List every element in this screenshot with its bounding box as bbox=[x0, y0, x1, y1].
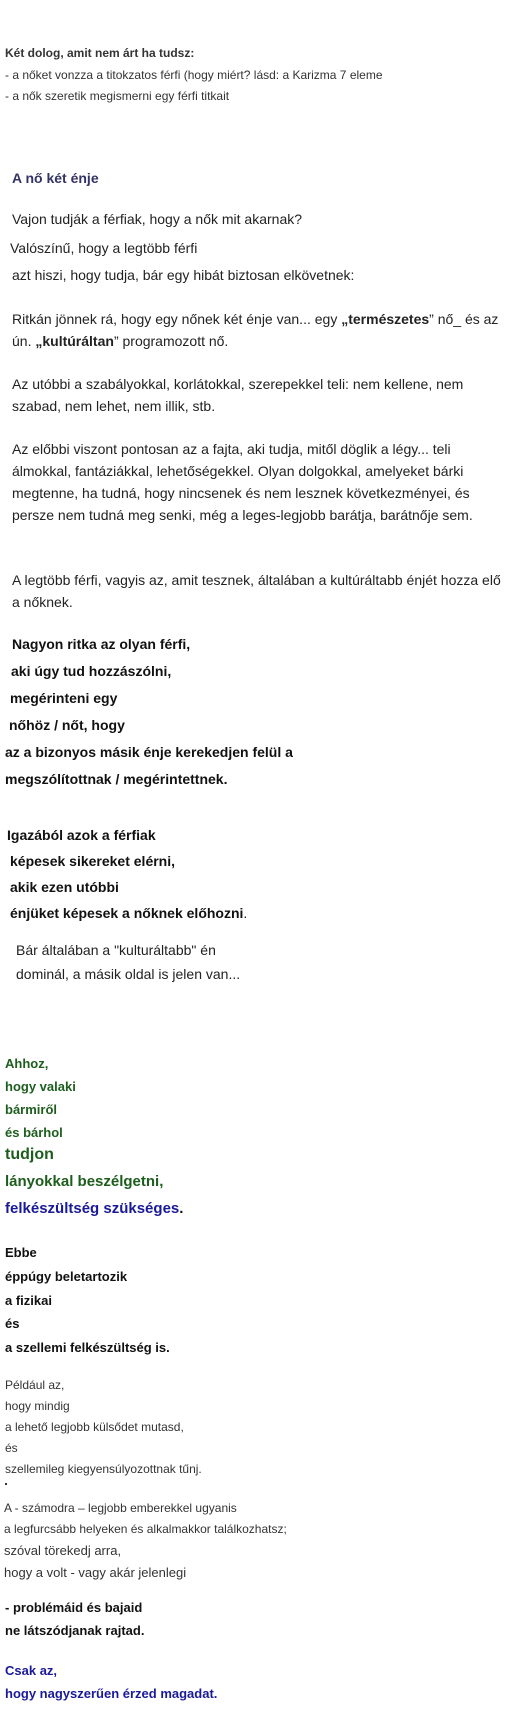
bold-line: megérinteni egy bbox=[10, 690, 118, 706]
bold-line: ne látszódjanak rajtad. bbox=[5, 1623, 145, 1638]
bold-line: - problémáid és bajaid bbox=[5, 1600, 143, 1615]
bold-line: az a bizonyos másik énje kerekedjen felül a bbox=[5, 744, 293, 760]
emphasis-text: „kultúráltan bbox=[35, 333, 114, 349]
paragraph-line: A - számodra – legjobb emberekkel ugyanis bbox=[4, 1501, 237, 1515]
paragraph-line: persze nem tudná meg senki, még a leges-legjobb barátja, barátnője sem. bbox=[12, 507, 473, 523]
text-run: ún. bbox=[12, 333, 36, 349]
bold-line: és bbox=[5, 1316, 20, 1331]
bold-line: akik ezen utóbbi bbox=[10, 879, 119, 895]
paragraph-line: a legfurcsább helyeken és alkalmakkor találkozhatsz; bbox=[4, 1522, 287, 1536]
bold-line: Nagyon ritka az olyan férfi, bbox=[12, 636, 191, 652]
text-run: ” programozott nő. bbox=[113, 333, 229, 349]
paragraph-line: Vajon tudják a férfiak, hogy a nők mit akarnak? bbox=[12, 211, 303, 227]
bold-line: megszólítottnak / megérintettnek. bbox=[5, 771, 228, 787]
bold-line: a fizikai bbox=[5, 1293, 52, 1308]
green-line: hogy valaki bbox=[5, 1079, 76, 1094]
text-run: felkészültség szükséges bbox=[5, 1200, 180, 1217]
bold-line: aki úgy tud hozzászólni, bbox=[11, 663, 172, 679]
green-line: és bárhol bbox=[5, 1125, 63, 1140]
green-line: Ahhoz, bbox=[5, 1056, 49, 1071]
emphasis-text: énjüket képesek a nőknek előhozni bbox=[10, 905, 244, 921]
green-line: tudjon bbox=[5, 1146, 54, 1163]
paragraph-line: hogy a volt - vagy akár jelenlegi bbox=[4, 1565, 187, 1580]
intro-item: - a nők szeretik megismerni egy férfi titkait bbox=[5, 89, 230, 103]
green-line: lányokkal beszélgetni, bbox=[5, 1173, 164, 1190]
paragraph-line bbox=[12, 311, 498, 327]
blue-line: hogy nagyszerűen érzed magadat. bbox=[5, 1686, 218, 1701]
intro-item: - a nőket vonzza a titokzatos férfi (hogy miért? lásd: a Karizma 7 eleme bbox=[5, 68, 383, 82]
paragraph-line bbox=[12, 333, 228, 349]
bold-line: a szellemi felkészültség is. bbox=[5, 1340, 170, 1355]
bold-line: Igazából azok a férfiak bbox=[7, 827, 156, 843]
bold-line: nőhöz / nőt, hogy bbox=[9, 717, 125, 733]
paragraph-line: Például az, bbox=[5, 1378, 65, 1392]
paragraph-line: Az utóbbi a szabályokkal, korlátokkal, szerepekkel teli: nem kellene, nem bbox=[12, 376, 464, 392]
article-title: A nő két énje bbox=[12, 170, 99, 186]
paragraph-line: szellemileg kiegyensúlyozottnak tűnj. bbox=[5, 1462, 202, 1476]
intro-heading: Két dolog, amit nem árt ha tudsz: bbox=[5, 46, 195, 60]
text-run: Ritkán jönnek rá, hogy egy nőnek két énje van... egy bbox=[12, 311, 342, 327]
paragraph-line: Bár általában a "kulturáltabb" én bbox=[16, 942, 216, 958]
paragraph-line: szóval törekedj arra, bbox=[4, 1543, 122, 1558]
bold-line: képesek sikereket elérni, bbox=[10, 853, 176, 869]
emphasis-text: „természetes bbox=[341, 311, 430, 327]
paragraph-line: és bbox=[5, 1441, 18, 1455]
green-line: bármiről bbox=[5, 1102, 58, 1117]
text-run: . bbox=[179, 1200, 184, 1217]
paragraph-line: a nőknek. bbox=[12, 594, 73, 610]
paragraph-line: a lehető legjobb külsődet mutasd, bbox=[5, 1420, 184, 1434]
blue-line bbox=[5, 1200, 183, 1217]
paragraph-line: Az előbbi viszont pontosan az a fajta, aki tudja, mitől döglik a légy... teli bbox=[12, 441, 451, 457]
paragraph-line: hogy mindig bbox=[5, 1399, 70, 1413]
paragraph-line: azt hiszi, hogy tudja, bár egy hibát biztosan elkövetnek: bbox=[12, 267, 355, 283]
paragraph-line: dominál, a másik oldal is jelen van... bbox=[16, 966, 241, 982]
blue-line: Csak az, bbox=[5, 1663, 58, 1678]
text-run: . bbox=[243, 905, 248, 921]
paragraph-line: szabad, nem lehet, nem illik, stb. bbox=[12, 398, 216, 414]
paragraph-line: A legtöbb férfi, vagyis az, amit tesznek, általában a kultúráltabb énjét hozza elő bbox=[12, 572, 501, 588]
bold-line: Ebbe bbox=[5, 1245, 37, 1260]
bold-line: éppúgy beletartozik bbox=[5, 1269, 128, 1284]
paragraph-line: Valószínű, hogy a legtöbb férfi bbox=[10, 240, 198, 256]
stray-mark bbox=[5, 1483, 7, 1485]
bold-line bbox=[10, 905, 247, 921]
paragraph-line: megtenne, ha tudná, hogy nincsenek és nem lesznek következményei, és bbox=[12, 485, 470, 501]
text-run: ” nő_ és az bbox=[429, 311, 499, 327]
paragraph-line: álmokkal, fantáziákkal, lehetőségekkel. Olyan dolgokkal, amelyeket bárki bbox=[12, 463, 464, 479]
